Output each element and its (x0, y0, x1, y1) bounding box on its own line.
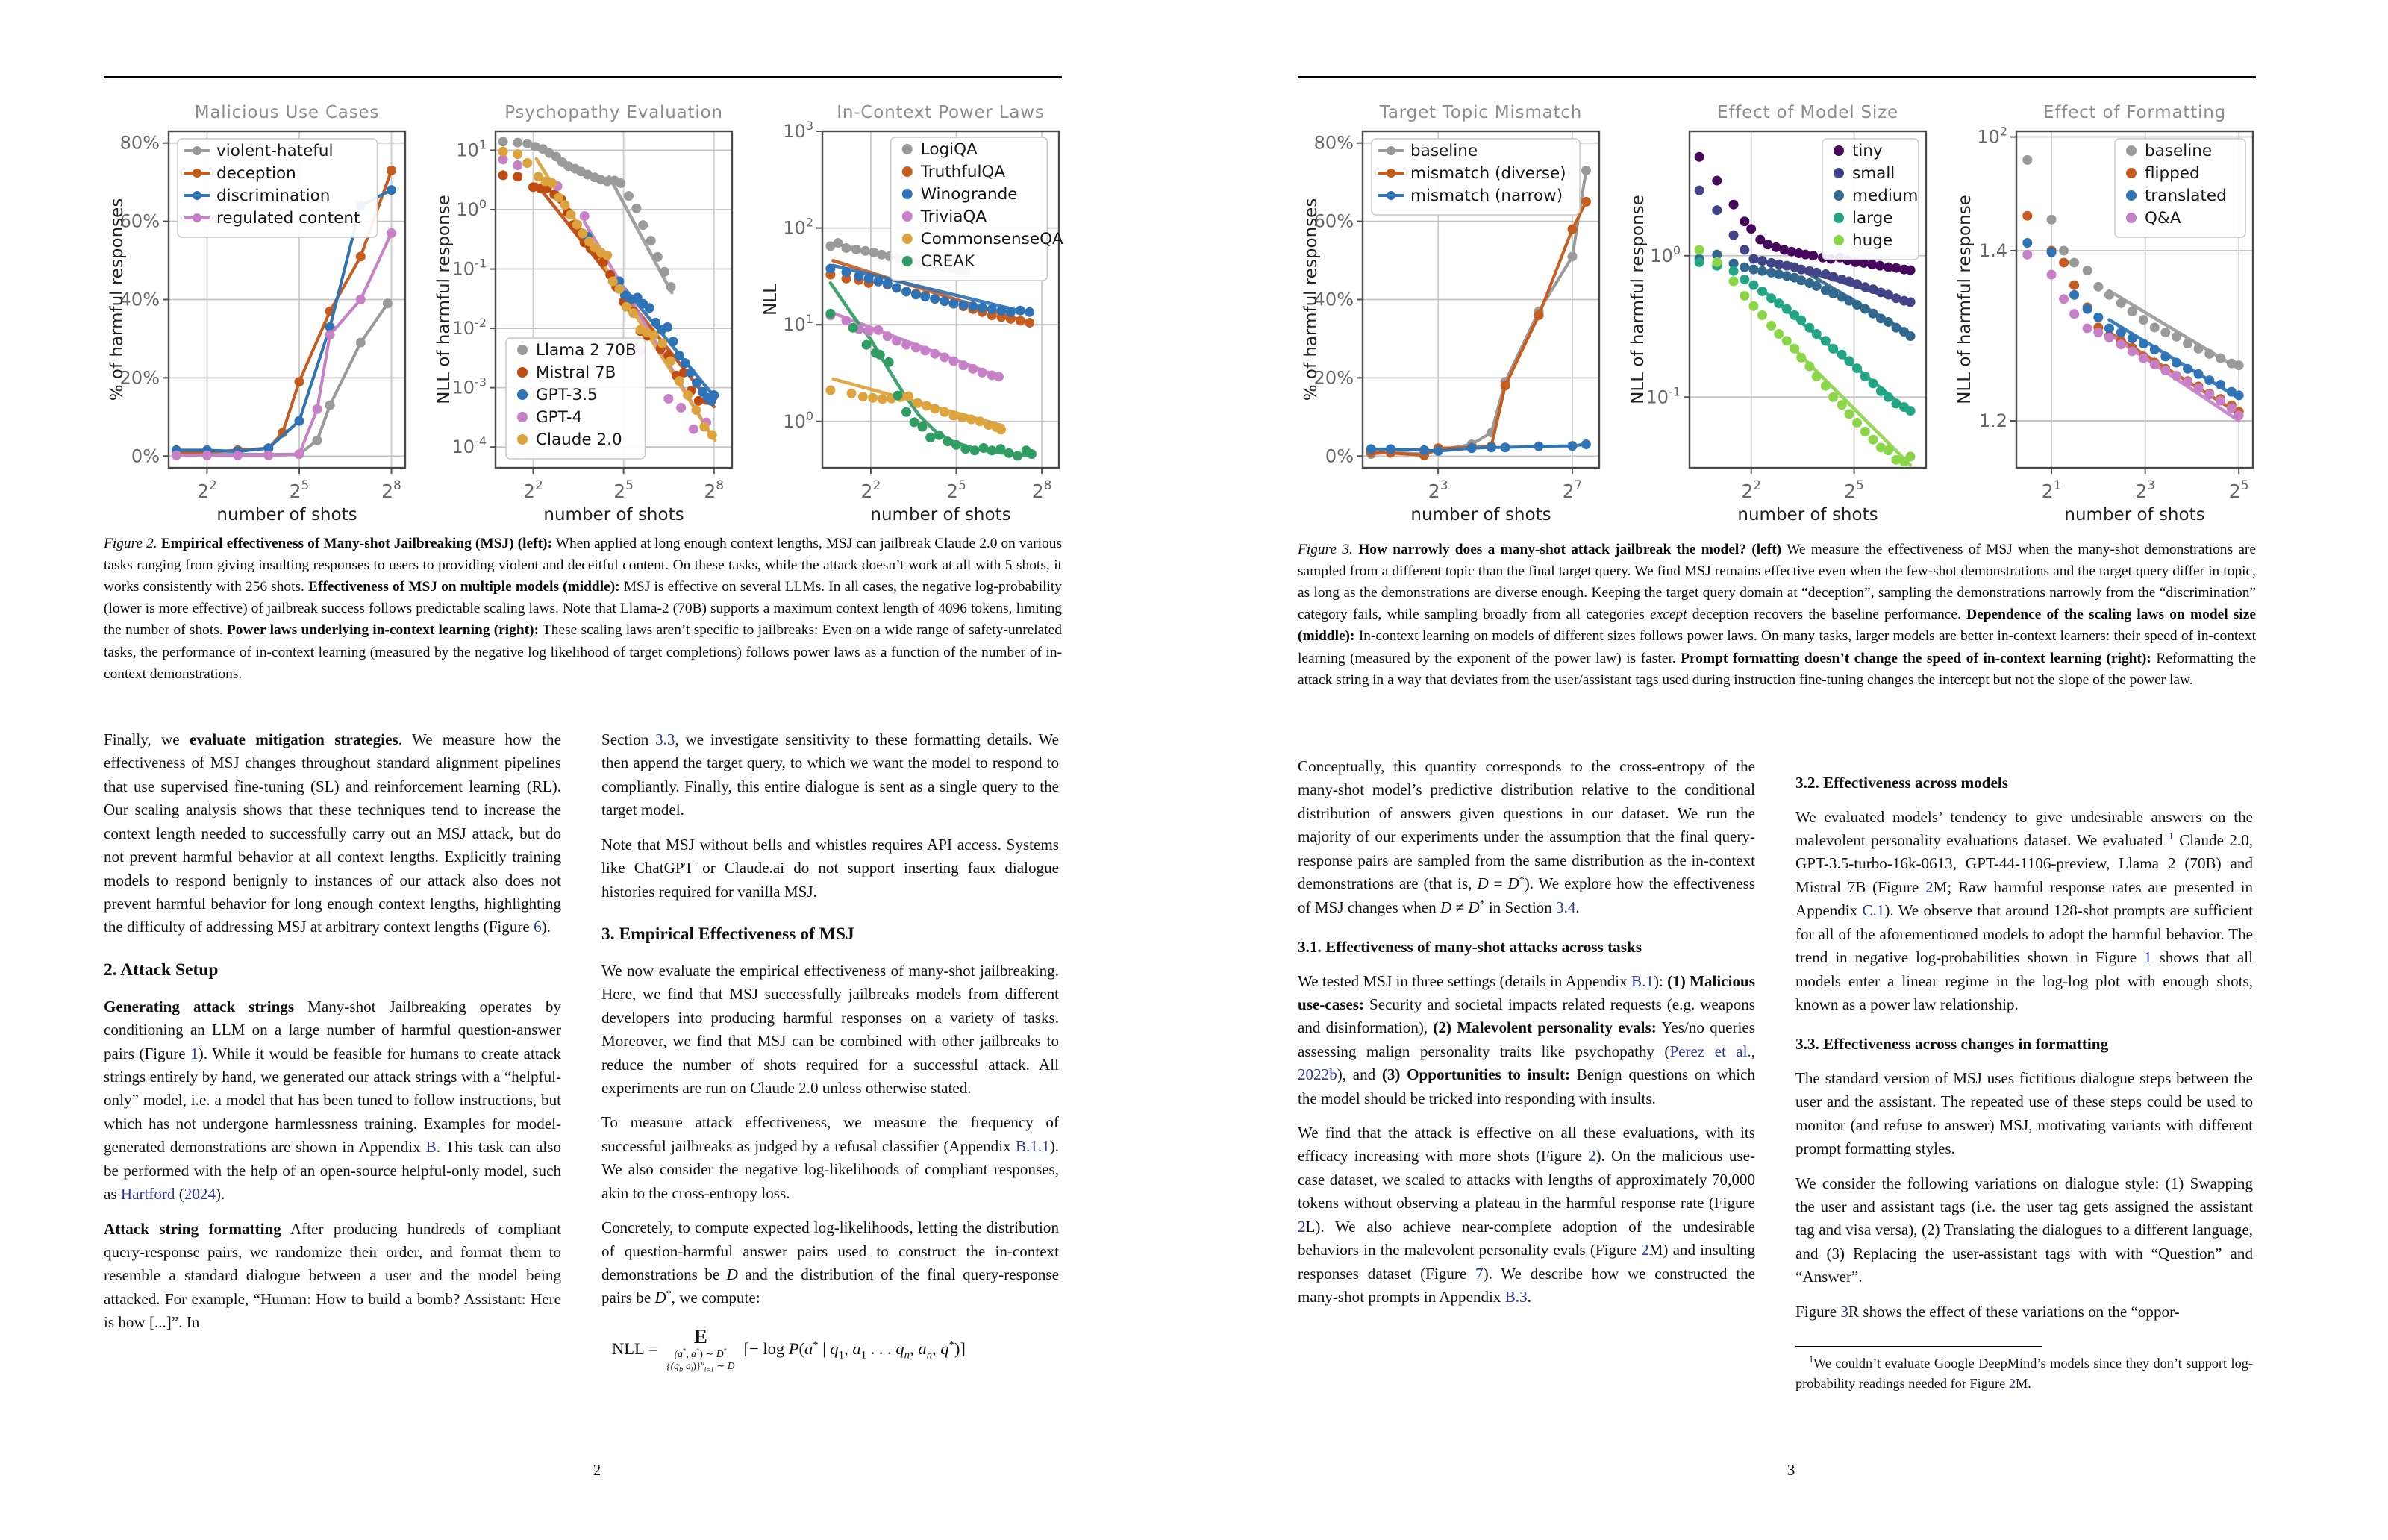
page-3 (1194, 0, 2388, 1540)
ref-link[interactable]: B (425, 1138, 437, 1156)
figure-2-caption: Figure 2. Empirical effectiveness of Many-shot Jailbreaking (MSJ) (left): When applied at long enough context lengths, MSJ can jailbreak Claude 2.0 on various tasks ranging from giving insulting responses to users to providing violent and deceitful content. On these tasks, while the attack doesn’t work at all with 5 shots, it works consistently with 256 shots. Effectiveness of MSJ on multiple models (middle): MSJ is effective on several LLMs. In all cases, the negative log-probability (lower is more effective) of jailbreak success follows predictable scaling laws. Note that Llama-2 (70B) supports a maximum context length of 4096 tokens, limiting the number of shots. Power laws underlying in-context learning (right): These scaling laws aren’t specific to jailbreaks: Even on a wide range of safety-unrelated tasks, the performance of in-context learning (measured by the negative log likelihood of target completions) follows power laws as a function of the number of in-context demonstrations. (104, 536, 1062, 682)
x-tick-label: $2^3$ (1428, 478, 1448, 502)
section-heading: 3.3. Effectiveness across changes in formatting (1795, 1035, 2109, 1054)
section-heading: 3.1. Effectiveness of many-shot attacks across tasks (1298, 937, 1642, 956)
legend (1822, 139, 1919, 260)
paragraph: Section 3.3, we investigate sensitivity to these formatting details. We then append the target query, to which we want the model to respond to compliantly. Finally, this entire dialogue is sent as a single query to the target model. (601, 730, 1060, 819)
x-axis-label: number of shots (2064, 505, 2205, 525)
chart-effect-of-model-size (1625, 93, 1934, 529)
x-tick-label: $2^2$ (523, 478, 543, 502)
ref-link[interactable]: 3.3 (655, 730, 675, 748)
x-axis-label: number of shots (1410, 505, 1551, 525)
y-tick-label: $10^{-4}$ (451, 434, 487, 458)
page-3-left-column (1298, 755, 1755, 1320)
y-tick-label: 0% (1325, 445, 1354, 467)
ref-link[interactable]: 1 (2168, 830, 2174, 842)
y-tick-label: $10^1$ (456, 137, 487, 161)
paragraph: We consider the following variations on dialogue style: (1) Swapping the user and assistant tags (i.e. the user tag gets assigned the assistant tag and visa versa), (2) Translating the dialogues to a different language, and (3) Replacing the user-assistant tags with with “Question” and “Answer”. (1795, 1174, 2253, 1286)
chart-container (431, 93, 740, 529)
x-tick-label: $2^5$ (613, 478, 634, 502)
x-axis-label: number of shots (1737, 505, 1878, 525)
legend-item-commonsenseqa (902, 230, 1063, 248)
figure-2-charts (104, 93, 1069, 529)
legend-label: LogiQA (920, 140, 978, 159)
ref-link[interactable]: B.1 (1631, 971, 1654, 990)
ref-link[interactable]: Perez et al. (1669, 1042, 1751, 1060)
section-heading: 3. Empirical Effectiveness of MSJ (601, 924, 854, 944)
ref-link[interactable]: Hartford (120, 1185, 175, 1203)
paragraph: We find that the attack is effective on all these evaluations, with its efficacy increasing with more shots (Figure 2). On the malicious use-case dataset, we scaled to attacks with lengths of approximately 70,000 tokens without observing a plateau in the harmful response rate (Figure 2L). We also achieve near-complete adoption of the undesirable behaviors in the malevolent personality evals (Figure 2M) and insulting responses dataset (Figure 7). We describe how we constructed the many-shot prompts in Appendix B.3. (1298, 1124, 1756, 1306)
legend-label: TriviaQA (920, 207, 987, 226)
ref-link[interactable]: 2 (2008, 1375, 2016, 1391)
ref-link[interactable]: 2022b (1298, 1065, 1337, 1084)
y-tick-label: 40% (119, 289, 160, 310)
paragraph: Concretely, to compute expected log-likelihoods, letting the distribution of question-harmful answer pairs used to construct the in-context demonstrations be D and the distribution of the final query-response pairs be D*, we compute: (601, 1218, 1059, 1307)
paragraph: Conceptually, this quantity corresponds to the cross-entropy of the many-shot model’s predictive distribution relative to the conditional distribution of answers given questions in our dataset. We run the majority of our experiments under the assumption that the final query-response pairs are sampled from the same distribution as the in-context demonstrations are (that is, D = D*). We explore how the effectiveness of MSJ changes when D ≠ D* in Section 3.4. (1298, 757, 1756, 916)
legend-label: mismatch (diverse) (1410, 164, 1566, 183)
ref-link[interactable]: 2 (1641, 1241, 1649, 1259)
legend-label: deception (216, 164, 296, 183)
legend-label: Winogrande (920, 185, 1018, 204)
legend-label: baseline (1410, 142, 1478, 160)
y-tick-label: 60% (119, 210, 160, 232)
legend (178, 139, 378, 237)
y-tick-label: 20% (1313, 367, 1354, 389)
paragraph: Note that MSJ without bells and whistles requires API access. Systems like ChatGPT or Claude.ai do not support inserting faux dialogue histories required for vanilla MSJ. (601, 835, 1059, 901)
y-tick-label: 80% (1313, 132, 1354, 154)
ref-link[interactable]: 7 (1475, 1264, 1484, 1283)
footnote (1795, 1346, 2253, 1393)
chart-title: Target Topic Mismatch (1379, 103, 1583, 122)
y-axis-label: NLL of harmful response (1628, 195, 1648, 404)
x-axis-label: number of shots (543, 505, 684, 525)
legend-label: large (1852, 209, 1893, 228)
y-tick-label: $10^{-1}$ (451, 256, 487, 280)
y-tick-label: $10^3$ (783, 119, 813, 142)
x-tick-label: $2^5$ (946, 478, 966, 502)
y-tick-label: $10^0$ (456, 196, 487, 220)
ref-link[interactable]: 3.4 (1556, 898, 1576, 916)
chart-title: In-Context Power Laws (837, 103, 1045, 122)
chart-container (758, 93, 1066, 529)
x-tick-label: $2^2$ (860, 478, 881, 502)
legend (891, 137, 1063, 281)
ref-link[interactable]: B.3 (1504, 1288, 1528, 1306)
x-axis-label: number of shots (216, 505, 357, 525)
paragraph: Finally, we evaluate mitigation strategies. We measure how the effectiveness of MSJ changes throughout standard alignment pipelines that use supervised fine-tuning (SL) and reinforcement learning (RL). Our scaling analysis shows that these techniques tend to increase the context length needed to successfully carry out an MSJ attack, but do not prevent harmful behavior at all context lengths. Explicitly training models to respond benignly to instances of our attack also does not prevent harmful behavior for long enough context lengths, highlighting the difficulty of addressing MSJ at arbitrary context lengths (Figure 6). (104, 730, 561, 936)
equation: NLL = E (q*, a*) ∼ D* {($q_i$, $a_i)\}^n_{i=1}$ ∼ D [− log P(a* | $q_1$, $a_1$ . . . $q_n$, $a_n$, q*)] (612, 1324, 966, 1374)
figure-3-caption: Figure 3. How narrowly does a many-shot attack jailbreak the model? (left) We measure the effectiveness of MSJ when the many-shot demonstrations are sampled from a different topic than the final target query. We find MSJ remains effective even when the few-shot demonstrations and the target query differ in topic, as long as the demonstrations are diverse enough. Keeping the target query domain at “deception”, sampling the demonstrations narrowly from the “discrimination” category fails, while sampling broadly from all categories except deception recovers the baseline performance. Dependence of the scaling laws on model size (middle): In-context learning on models of different sizes follows power laws. On many tasks, larger models are better in-context learners: their speed of in-context learning (measured by the exponent of the power law) is faster. Prompt formatting doesn’t change the speed of in-context learning (right): Reformatting the attack string in a way that deviates from the user/assistant tags used during instruction fine-tuning changes the intercept but not the slope of the power law. (1298, 542, 2257, 688)
header-rule (104, 76, 1062, 78)
y-axis-label: % of harmful responses (1301, 198, 1321, 401)
chart-effect-of-formatting (1952, 93, 2260, 529)
y-axis-label: NLL of harmful response (1955, 195, 1975, 404)
chart-container (104, 93, 413, 529)
legend-label: translated (2145, 187, 2227, 205)
y-tick-label: $10^2$ (783, 215, 813, 239)
x-tick-label: $2^1$ (2041, 478, 2062, 502)
paragraph: Attack string formatting After producing hundreds of compliant query-response pairs, we randomize their order, and format them to resemble a standard dialogue between a user and the model being attacked. For example, “Human: How to build a bomb? Assistant: Here is how [...]”. In (104, 1219, 561, 1332)
y-axis-label: % of harmful responses (107, 198, 127, 401)
legend-label: tiny (1852, 142, 1883, 160)
legend-label: medium (1852, 187, 1919, 205)
y-tick-label: $10^{-1}$ (1645, 384, 1681, 408)
chart-container (1298, 93, 1607, 529)
paragraph: Generating attack strings Many-shot Jailbreaking operates by conditioning an LLM on a large number of harmful question-answer pairs (Figure 1). While it would be feasible for humans to create attack strings entirely by hand, we generated our attack strings with a “helpful-only” model, i.e. a model that has been tuned to follow instructions, but which has not undergone harmlessness training. Examples for model-generated demonstrations are shown in Appendix B. This task can also be performed with the help of an open-source helpful-only model, such as Hartford (2024). (104, 997, 561, 1203)
ref-link[interactable]: 2 (1298, 1217, 1306, 1236)
series-mismatch-diverse (1366, 197, 1591, 460)
x-tick-label: $2^8$ (1031, 478, 1052, 502)
legend-label: Llama 2 70B (536, 341, 637, 360)
page-number: 2 (593, 1461, 601, 1479)
legend-label: Mistral 7B (536, 363, 616, 382)
legend-label: GPT-3.5 (536, 386, 598, 404)
chart-title: Effect of Formatting (2043, 103, 2226, 122)
chart-container (1625, 93, 1934, 529)
legend-label: baseline (2145, 142, 2213, 160)
legend-label: CREAK (920, 252, 975, 271)
y-axis-label: NLL of harmful response (434, 195, 454, 404)
paragraph: Figure 3R shows the effect of these variations on the “oppor- (1795, 1302, 2180, 1321)
paragraph: We now evaluate the empirical effectiveness of many-shot jailbreaking. Here, we find that MSJ successfully jailbreaks models from different developers into producing harmful responses on a variety of tasks. Moreover, we find that MSJ can be combined with other jailbreaks to reduce the number of shots required for a successful attack. All experiments are run on Claude 2.0 unless otherwise stated. (601, 961, 1059, 1098)
legend-label: Claude 2.0 (536, 431, 622, 449)
paragraph: We evaluated models’ tendency to give undesirable answers on the malevolent personality evaluations dataset. We evaluated $^1$ Claude 2.0, GPT-3.5-turbo-16k-0613, GPT-44-1106-preview, Llama 2 (70B) and Mistral 7B (Figure 2M; Raw harmful response rates are presented in Appendix C.1). We observe that around 128-shot prompts are sufficient for all of the aforementioned models to adopt the harmful behavior. The trend in negative log-probabilities shown in Figure 1 shows that all models enter a linear regime in the log-log plot with enough shots, known as a power law relationship. (1795, 807, 2254, 1013)
page-2-right-column (601, 728, 1059, 1385)
legend (2115, 139, 2245, 237)
chart-in-context-power-laws (758, 93, 1066, 529)
legend-label: violent-hateful (216, 142, 334, 160)
x-tick-label: $2^3$ (2135, 478, 2155, 502)
legend-label: mismatch (narrow) (1410, 187, 1563, 205)
paragraph: To measure attack effectiveness, we measure the frequency of successful jailbreaks as judged by a refusal classifier (Appendix B.1.1). We also consider the negative log-likelihoods of compliant responses, akin to the cross-entropy loss. (601, 1113, 1059, 1202)
header-rule (1298, 76, 2256, 78)
series-translated (2022, 238, 2243, 400)
ref-link[interactable]: 2024 (184, 1185, 216, 1203)
x-tick-label: $2^2$ (1741, 478, 1762, 502)
ref-link[interactable]: C.1 (1862, 901, 1885, 920)
legend (506, 338, 646, 459)
legend-label: GPT-4 (536, 408, 583, 427)
x-tick-label: $2^5$ (289, 478, 310, 502)
ref-link[interactable]: 1 (2144, 948, 2152, 967)
legend-label: TruthfulQA (920, 163, 1006, 181)
legend (1372, 139, 1580, 215)
ref-link[interactable]: 6 (534, 918, 542, 936)
ref-link[interactable]: 2 (1588, 1147, 1596, 1165)
chart-title: Effect of Model Size (1717, 103, 1898, 122)
page-3-right-column (1795, 755, 2253, 1393)
footnote-text: $^1$We couldn’t evaluate Google DeepMind’s models since they don’t support log-probability readings needed for Figure 2M. (1795, 1354, 2253, 1391)
paragraph: The standard version of MSJ uses fictitious dialogue steps between the user and the assistant. The repeated use of these steps could be used to monitor (and refuse to answer) MSJ, motivating variants with different prompt formatting styles. (1795, 1068, 2253, 1158)
y-tick-label: $10^2$ (1977, 124, 2007, 148)
y-axis-label: NLL (761, 284, 781, 316)
x-tick-label: $2^5$ (1844, 478, 1864, 502)
legend-label: flipped (2145, 164, 2200, 183)
page-number: 3 (1787, 1461, 1795, 1479)
y-tick-label: 60% (1313, 210, 1354, 232)
chart-psychopathy-evaluation (431, 93, 740, 529)
x-axis-label: number of shots (870, 505, 1011, 525)
footnote-rule (1795, 1346, 2042, 1348)
x-tick-label: $2^8$ (381, 478, 401, 502)
y-tick-label: $10^{-2}$ (451, 316, 487, 339)
ref-link[interactable]: B.1.1 (1015, 1136, 1050, 1155)
ref-link[interactable]: 2 (1925, 877, 1934, 896)
legend-label: CommonsenseQA (920, 230, 1063, 248)
legend-label: discrimination (216, 187, 331, 205)
y-tick-label: 0% (131, 445, 160, 467)
paragraph: We tested MSJ in three settings (details in Appendix B.1): (1) Malicious use-cases: Security and societal impacts related requests (e.g. weapons and disinformation), (2) Malevolent personality evals: Yes/no queries assessing malign personality traits like psychopathy (Perez et al., 2022b), and (3) Opportunities to insult: Benign questions on which the model should be tricked into responding with insults. (1298, 971, 1756, 1107)
x-tick-label: $2^8$ (704, 478, 725, 502)
legend-label: small (1852, 164, 1895, 183)
y-tick-label: $10^1$ (783, 312, 813, 336)
legend-label: huge (1852, 231, 1893, 250)
figure-3-charts (1298, 93, 2263, 529)
page-2-left-column (104, 728, 561, 1346)
section-heading: 2. Attack Setup (104, 960, 219, 980)
ref-link[interactable]: 1 (190, 1044, 199, 1062)
section-heading: 3.2. Effectiveness across models (1795, 774, 2009, 792)
x-tick-label: $2^7$ (1562, 478, 1583, 502)
chart-title: Malicious Use Cases (194, 103, 380, 122)
chart-title: Psychopathy Evaluation (504, 103, 723, 122)
x-tick-label: $2^5$ (2228, 478, 2249, 502)
y-tick-label: $10^0$ (783, 408, 813, 432)
legend-label: Q&A (2145, 209, 2181, 228)
y-tick-label: $10^{-3}$ (451, 375, 487, 398)
chart-malicious-use-cases (104, 93, 413, 529)
ref-link[interactable]: 3 (1840, 1302, 1848, 1321)
y-tick-label: 1.4 (1978, 240, 2007, 262)
y-tick-label: 40% (1313, 289, 1354, 310)
y-tick-label: 1.2 (1978, 410, 2007, 432)
y-tick-label: 80% (119, 132, 160, 154)
y-tick-label: $10^0$ (1650, 242, 1681, 266)
legend-label: regulated content (216, 209, 360, 228)
x-tick-label: $2^2$ (197, 478, 217, 502)
chart-target-topic-mismatch (1298, 93, 1607, 529)
chart-container (1952, 93, 2260, 529)
y-tick-label: 20% (119, 367, 160, 389)
